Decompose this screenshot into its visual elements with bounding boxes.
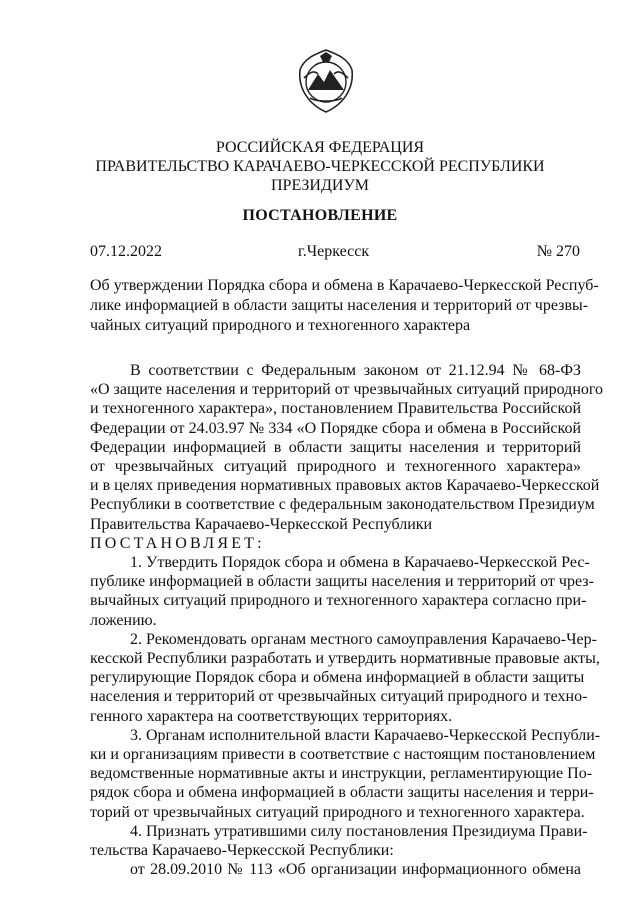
- document-meta: [90, 243, 580, 263]
- document-body: [90, 361, 604, 879]
- document-type: ПОСТАНОВЛЕНИЕ: [242, 207, 398, 224]
- item-3-line: рядок сбора и обмена информацией в области защиты населения и терри-: [90, 784, 594, 802]
- preamble-line: от чрезвычайных ситуаций природного и техногенного характера»: [90, 458, 581, 476]
- preamble-line: Республики в соответствие с федеральным законодательством Президиум: [90, 496, 595, 514]
- item-4-line: от 28.09.2010 № 113 «Об организации информационного обмена: [130, 861, 581, 879]
- item-1-line: публике информацией в области защиты населения и территорий от чрез-: [90, 573, 594, 591]
- preamble-line: и техногенного характера», постановлением Правительства Российской: [90, 400, 581, 418]
- item-4-line: тельства Карачаево-Черкесской Республики:: [90, 842, 394, 860]
- preamble-line: Федерации информацией в области защиты населения и территорий: [90, 438, 581, 456]
- header-presidium: ПРЕЗИДИУМ: [270, 177, 369, 194]
- preamble-line: В соответствии с Федеральным законом от 21.12.94 № 68-ФЗ: [130, 362, 581, 379]
- item-2-line: регулирующие Порядок сбора и обмена информацией в области защиты: [90, 669, 585, 687]
- item-2-line: населения и территорий от чрезвычайных ситуаций природного и техно-: [90, 688, 588, 706]
- item-2-line: генного характера на соответствующих территориях.: [90, 707, 453, 725]
- document-place: г.Черкесск: [298, 243, 370, 260]
- item-3-line: ведомственные нормативные акты и инструкции, регламентирующие По-: [90, 765, 593, 783]
- item-2-line: 2. Рекомендовать органам местного самоуправления Карачаево-Чер-: [130, 630, 597, 648]
- preamble-line: «О защите населения и территорий от чрезвычайных ситуаций природного: [90, 381, 604, 399]
- item-2-line: кесской Республики разработать и утвердить нормативные правовые акты,: [90, 650, 600, 668]
- subject-line: лике информацией в области защиты населения и территорий от чрезвы-: [90, 297, 589, 314]
- document-subject: [90, 276, 599, 336]
- item-1-line: ложению.: [90, 611, 157, 629]
- subject-line: чайных ситуаций природного и техногенного характера: [90, 317, 471, 334]
- item-3-line: торий от чрезвычайных ситуаций природного и техногенного характера.: [90, 803, 585, 821]
- resolves-heading: ПОСТАНОВЛЯЕТ:: [90, 534, 265, 552]
- header-country: РОССИЙСКАЯ ФЕДЕРАЦИЯ: [215, 139, 425, 156]
- document-number: № 270: [536, 243, 580, 260]
- subject-line: Об утверждении Порядка сбора и обмена в Карачаево-Черкесской Респуб-: [90, 277, 599, 294]
- item-1-line: вычайных ситуаций природного и техногенного характера согласно при-: [90, 592, 587, 610]
- coat-of-arms-emblem: [296, 48, 356, 114]
- item-3-line: 3. Органам исполнительной власти Карачаево-Черкесской Республи-: [130, 726, 601, 744]
- document-date: 07.12.2022: [90, 243, 162, 260]
- header-government: ПРАВИТЕЛЬСТВО КАРАЧАЕВО-ЧЕРКЕССКОЙ РЕСПУБЛИКИ: [95, 158, 545, 175]
- preamble-line: Федерации от 24.03.97 № 334 «О Порядке сбора и обмена в Российской: [90, 419, 581, 437]
- item-1-line: 1. Утвердить Порядок сбора и обмена в Карачаево-Черкесской Рес-: [130, 554, 590, 572]
- item-3-line: ки и организациям привести в соответствие с настоящим постановлением: [90, 746, 596, 764]
- preamble-line: и в целях приведения нормативных правовых актов Карачаево-Черкесской: [90, 477, 600, 495]
- item-4-line: 4. Признать утратившими силу постановления Президиума Прави-: [130, 822, 588, 840]
- preamble-line: Правительства Карачаево-Черкесской Республики: [90, 515, 433, 533]
